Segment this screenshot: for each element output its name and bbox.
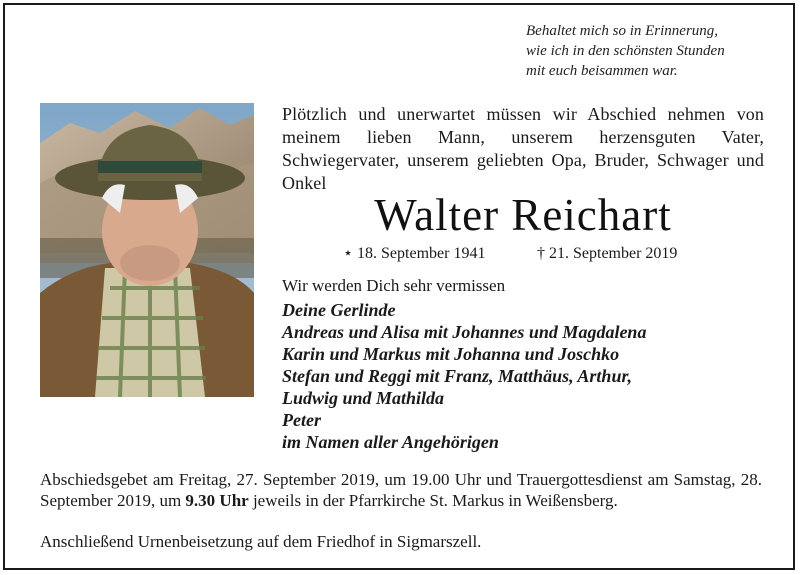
service-text-1: Abschiedsgebet am Freitag, 27. September 2019, um 19.00 Uhr und Trauergottesdienst am Samstag, 28. September 2019, um <box>40 470 762 510</box>
cross-icon: † <box>537 245 545 262</box>
mourner-line: Peter <box>282 410 321 430</box>
portrait-photo-icon <box>40 103 254 397</box>
death-date-text: 21. September 2019 <box>549 245 678 262</box>
mourners-list <box>282 299 762 453</box>
portrait-photo <box>40 103 254 397</box>
deceased-name: Walter Reichart <box>374 190 672 240</box>
mourner-line: Stefan und Reggi mit Franz, Matthäus, Arthur, <box>282 366 632 386</box>
motto-quote <box>526 21 766 81</box>
burial-notice: Anschließend Urnenbeisetzung auf dem Friedhof in Sigmarszell. <box>40 532 482 551</box>
service-notice <box>40 469 762 511</box>
mourner-line: Andreas und Alisa mit Johannes und Magdalena <box>282 322 647 342</box>
service-time-bold: 9.30 Uhr <box>185 491 249 510</box>
motto-line: Behaltet mich so in Erinnerung, <box>526 23 719 39</box>
motto-line: mit euch beisammen war. <box>526 63 678 79</box>
birth-date-text: 18. September 1941 <box>357 245 486 262</box>
star-icon: ⋆ <box>343 245 354 262</box>
mourner-line: Deine Gerlinde <box>282 300 396 320</box>
mourners-intro: Wir werden Dich sehr vermissen <box>282 276 506 295</box>
birth-date <box>343 244 485 264</box>
intro-text: Plötzlich und unerwartet müssen wir Abschied nehmen von meinem lieben Mann, unserem herzensguten Vater, Schwiegervater, unserem geliebten Opa, Bruder, Schwager und Onkel <box>282 104 764 193</box>
motto-line: wie ich in den schönsten Stunden <box>526 43 725 59</box>
mourner-line: im Namen aller Angehörigen <box>282 432 499 452</box>
service-text-2: jeweils in der Pfarrkirche St. Markus in Weißensberg. <box>248 491 618 510</box>
mourner-line: Ludwig und Mathilda <box>282 388 445 408</box>
mourner-line: Karin und Markus mit Johanna und Joschko <box>282 344 620 364</box>
death-date <box>537 244 677 264</box>
